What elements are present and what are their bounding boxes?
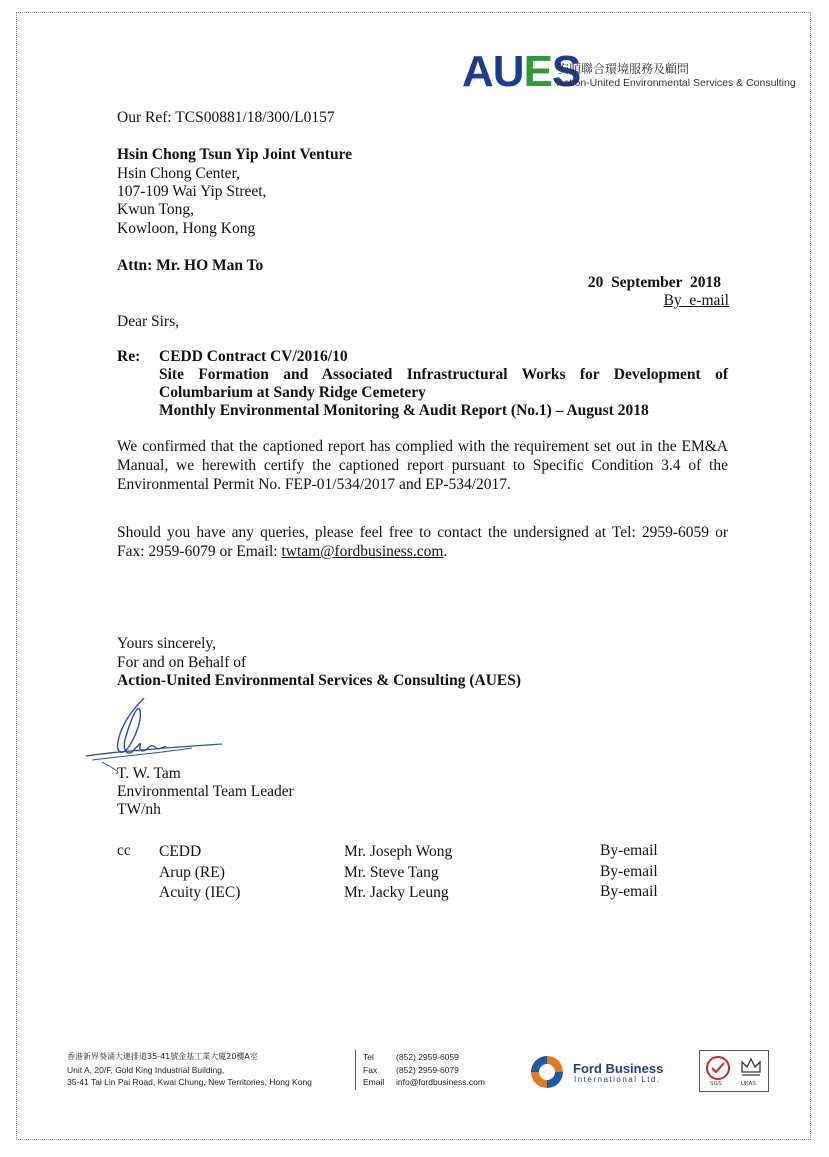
ford-business-name: Ford Business	[573, 1061, 664, 1076]
contact-prefix: Fax: 2959-6079 or Email:	[117, 543, 282, 560]
closing-company: Action-United Environmental Services & Consulting (AUES)	[117, 672, 522, 689]
closing-line: For and on Behalf of	[117, 654, 247, 671]
our-reference: Our Ref: TCS00881/18/300/L0157	[117, 109, 335, 126]
paragraph-line: Environmental Permit No. FEP-01/534/2017 and EP-534/2017.	[117, 476, 511, 493]
cc-person: Mr. Steve Tang	[344, 864, 439, 881]
email-link[interactable]: twtam@fordbusiness.com	[281, 543, 444, 560]
tel-number: (852) 2959-6059	[396, 1052, 459, 1062]
logo-english-name: Action-United Environmental Services & Consulting	[557, 77, 796, 89]
re-label: Re:	[117, 348, 141, 365]
salutation: Dear Sirs,	[117, 313, 179, 330]
fax-number: (852) 2959-6079	[396, 1064, 459, 1075]
cc-label: cc	[117, 842, 131, 859]
paragraph-line: We confirmed that the captioned report has complied with the requirement set out in the EM&A	[117, 438, 728, 455]
signatory-name: T. W. Tam	[117, 765, 181, 782]
email-label: Email	[363, 1077, 385, 1087]
ukas-label: UKAS	[741, 1081, 756, 1087]
footer-address-en: 35-41 Tai Lin Pai Road, Kwai Chung, New Territories, Hong Kong	[67, 1077, 312, 1087]
sgs-label: SGS	[710, 1081, 722, 1087]
cc-method: By-email	[600, 842, 658, 859]
addressee-name: Hsin Chong Tsun Yip Joint Venture	[117, 146, 353, 163]
letter-date: 20 September 2018	[587, 274, 721, 291]
fax-label: Fax	[363, 1064, 378, 1075]
logo-letter-u: U	[492, 47, 524, 96]
logo-letter-a: A	[462, 47, 493, 96]
paragraph-line: Manual, we herewith certify the captioned report pursuant to Specific Condition 3.4 of the	[117, 457, 728, 474]
attention-line: Attn: Mr. HO Man To	[117, 257, 264, 274]
cc-method: By-email	[600, 883, 658, 900]
logo-letter-s: S	[551, 47, 581, 96]
cc-method: By-email	[600, 863, 658, 880]
cc-org: CEDD	[159, 843, 202, 860]
cc-person: Mr. Joseph Wong	[344, 843, 453, 860]
cc-org: Acuity (IEC)	[159, 884, 241, 901]
address-line: Kowloon, Hong Kong	[117, 220, 256, 237]
footer-address-cn: 香港新界葵涌大連排道35-41號金基工業大廈20樓A室	[67, 1052, 258, 1061]
delivery-method: By e-mail	[663, 292, 729, 309]
footer-address	[67, 1051, 312, 1089]
cc-org: Arup (RE)	[159, 864, 225, 881]
reference-initials: TW/nh	[117, 801, 161, 818]
logo-chinese-name: 安順聯合環境服務及顧問	[557, 62, 690, 76]
closing-line: Yours sincerely,	[117, 635, 217, 652]
contact-line	[117, 542, 447, 561]
paragraph-line: Should you have any queries, please feel free to contact the undersigned at Tel: 2959-6059 or	[117, 524, 728, 541]
sgs-certification-icon	[703, 1054, 733, 1084]
footer-address-en: Unit A, 20/F, Gold King Industrial Building,	[67, 1064, 225, 1075]
address-line: Hsin Chong Center,	[117, 165, 240, 182]
footer-contacts	[363, 1051, 485, 1089]
address-line: Kwun Tong,	[117, 201, 194, 218]
ukas-crown-icon	[738, 1054, 764, 1084]
signatory-title: Environmental Team Leader	[117, 783, 294, 800]
cc-person: Mr. Jacky Leung	[344, 884, 449, 901]
ford-business-sub: International Ltd.	[574, 1075, 661, 1084]
address-line: 107-109 Wai Yip Street,	[117, 183, 267, 200]
footer-email[interactable]: info@fordbusiness.com	[396, 1077, 485, 1087]
logo-letter-e: E	[523, 47, 552, 96]
re-title-line: Site Formation and Associated Infrastructural Works for Development of	[159, 366, 728, 383]
re-contract: CEDD Contract CV/2016/10	[159, 348, 348, 365]
re-report-title: Monthly Environmental Monitoring & Audit Report (No.1) – August 2018	[159, 402, 649, 419]
tel-label: Tel	[363, 1052, 374, 1062]
contact-suffix: .	[443, 543, 448, 560]
footer-divider	[355, 1050, 356, 1090]
ford-business-swirl-logo	[527, 1054, 567, 1090]
re-title-line: Columbarium at Sandy Ridge Cemetery	[159, 384, 426, 401]
